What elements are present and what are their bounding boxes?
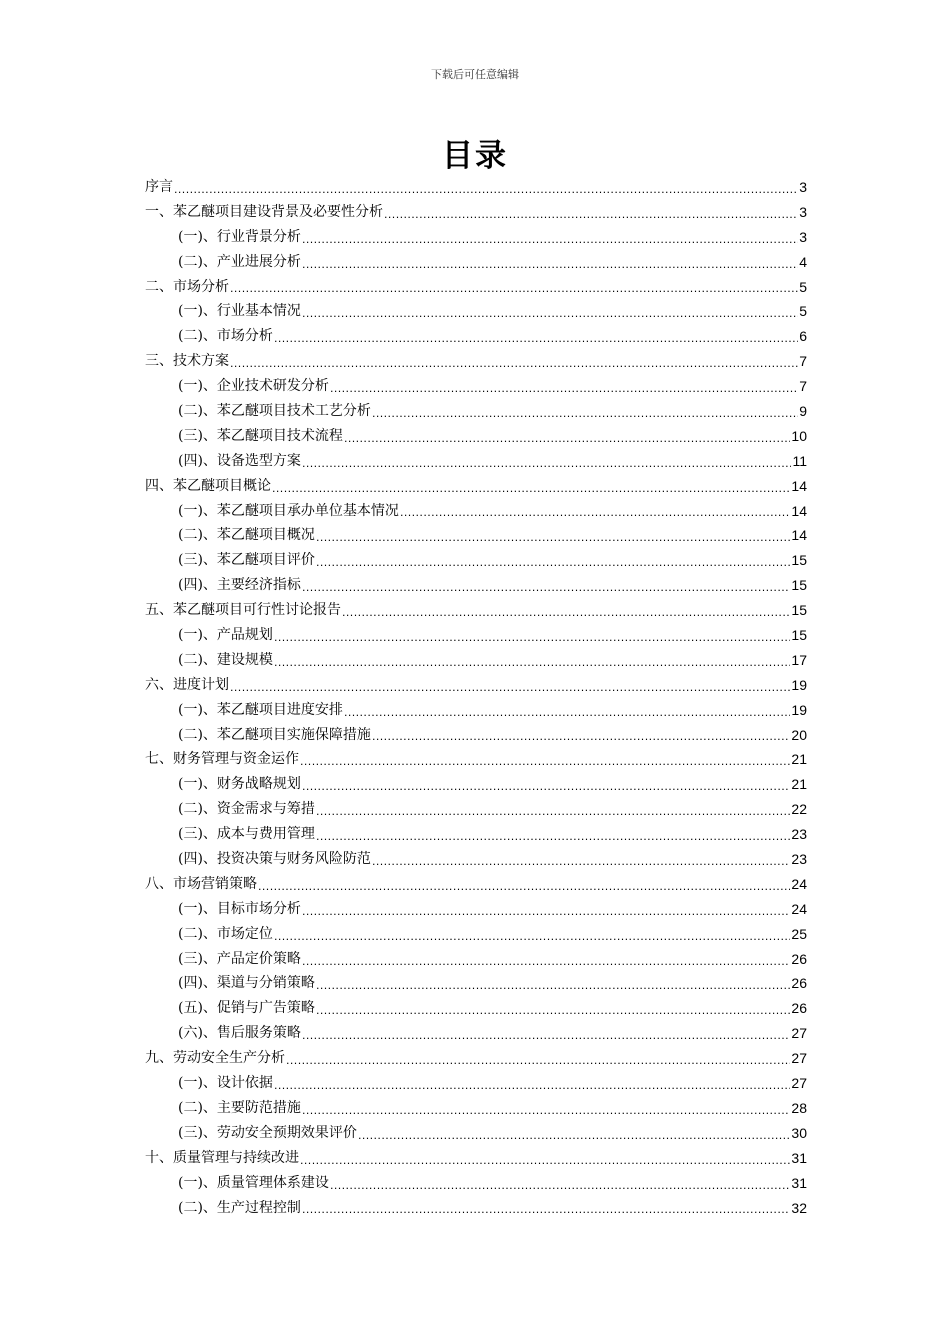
toc-entry[interactable]	[145, 797, 807, 822]
toc-entry[interactable]	[145, 872, 807, 897]
toc-entry-page-number[interactable]: 26	[791, 950, 807, 967]
toc-entry-page-number[interactable]: 5	[799, 278, 807, 295]
toc-entry-page-number[interactable]: 27	[791, 1025, 807, 1042]
toc-entry-page-number[interactable]: 32	[791, 1199, 807, 1216]
toc-entry-label[interactable]: (一)、设计依据	[178, 1075, 273, 1092]
toc-entry[interactable]	[145, 175, 807, 200]
toc-entry-page-number[interactable]: 23	[791, 826, 807, 843]
toc-entry[interactable]	[145, 200, 807, 225]
toc-entry[interactable]	[145, 922, 807, 947]
toc-entry[interactable]	[145, 1096, 807, 1121]
toc-entry-label[interactable]: (三)、苯乙醚项目技术流程	[178, 427, 343, 444]
toc-entry-label[interactable]: (二)、建设规模	[178, 651, 273, 668]
toc-entry-label[interactable]: (四)、设备选型方案	[178, 452, 301, 469]
toc-entry-page-number[interactable]: 24	[791, 875, 807, 892]
toc-entry-page-number[interactable]: 7	[799, 378, 807, 395]
toc-entry-page-number[interactable]: 14	[791, 527, 807, 544]
table-of-contents	[145, 175, 807, 1220]
toc-dot-leader	[302, 897, 790, 922]
toc-entry-page-number[interactable]: 3	[799, 178, 807, 195]
toc-entry[interactable]	[145, 972, 807, 997]
toc-dot-leader	[316, 822, 790, 847]
toc-entry[interactable]	[145, 250, 807, 275]
toc-entry[interactable]	[145, 324, 807, 349]
toc-entry[interactable]	[145, 548, 807, 573]
toc-entry[interactable]	[145, 897, 807, 922]
toc-entry-label[interactable]: 七、财务管理与资金运作	[145, 751, 299, 768]
toc-entry[interactable]	[145, 499, 807, 524]
toc-entry-page-number[interactable]: 30	[791, 1124, 807, 1141]
toc-entry-label[interactable]: (二)、生产过程控制	[178, 1199, 301, 1216]
toc-dot-leader	[316, 996, 790, 1021]
toc-entry[interactable]	[145, 723, 807, 748]
toc-entry-label[interactable]: (三)、产品定价策略	[178, 950, 301, 967]
toc-entry[interactable]	[145, 523, 807, 548]
toc-entry-label[interactable]: (一)、苯乙醚项目进度安排	[178, 701, 343, 718]
toc-entry[interactable]	[145, 1071, 807, 1096]
toc-entry-label[interactable]: (六)、售后服务策略	[178, 1025, 301, 1042]
toc-entry-page-number[interactable]: 19	[791, 676, 807, 693]
toc-dot-leader	[316, 548, 790, 573]
toc-dot-leader	[302, 1196, 790, 1221]
toc-entry-label[interactable]: (一)、行业背景分析	[178, 228, 301, 245]
toc-entry-page-number[interactable]: 31	[791, 1174, 807, 1191]
toc-entry-label[interactable]: (四)、投资决策与财务风险防范	[178, 851, 371, 868]
toc-entry-label[interactable]: (一)、行业基本情况	[178, 303, 301, 320]
toc-entry-label[interactable]: (一)、产品规划	[178, 627, 273, 644]
toc-entry-label[interactable]: (五)、促销与广告策略	[178, 1000, 315, 1017]
header-note: 下载后可任意编辑	[431, 68, 519, 81]
toc-entry[interactable]	[145, 474, 807, 499]
toc-entry[interactable]	[145, 299, 807, 324]
toc-dot-leader	[316, 523, 790, 548]
toc-entry[interactable]	[145, 1021, 807, 1046]
toc-entry-page-number[interactable]: 5	[799, 303, 807, 320]
toc-entry-page-number[interactable]: 23	[791, 851, 807, 868]
toc-entry[interactable]	[145, 747, 807, 772]
toc-entry-label[interactable]: 九、劳动安全生产分析	[145, 1050, 285, 1067]
toc-dot-leader	[274, 623, 790, 648]
toc-entry-page-number[interactable]: 15	[791, 602, 807, 619]
toc-dot-leader	[286, 1046, 790, 1071]
toc-entry-page-number[interactable]: 19	[791, 701, 807, 718]
toc-entry-page-number[interactable]: 21	[791, 751, 807, 768]
toc-entry-page-number[interactable]: 14	[791, 502, 807, 519]
toc-entry-page-number[interactable]: 3	[799, 203, 807, 220]
toc-dot-leader	[372, 399, 798, 424]
toc-dot-leader	[302, 1021, 790, 1046]
toc-entry-label[interactable]: 一、苯乙醚项目建设背景及必要性分析	[145, 203, 383, 220]
toc-dot-leader	[316, 972, 790, 997]
toc-entry-label[interactable]: (一)、财务战略规划	[178, 776, 301, 793]
page-title: 目录	[442, 138, 508, 174]
toc-dot-leader	[302, 299, 798, 324]
toc-entry-page-number[interactable]: 27	[791, 1050, 807, 1067]
toc-dot-leader	[330, 374, 798, 399]
toc-entry[interactable]	[145, 1196, 807, 1221]
toc-entry-label[interactable]: (一)、质量管理体系建设	[178, 1174, 329, 1191]
toc-dot-leader	[302, 772, 790, 797]
toc-entry[interactable]	[145, 225, 807, 250]
toc-entry[interactable]	[145, 399, 807, 424]
toc-entry[interactable]	[145, 847, 807, 872]
toc-entry-page-number[interactable]: 28	[791, 1099, 807, 1116]
toc-entry-page-number[interactable]: 24	[791, 900, 807, 917]
toc-entry-page-number[interactable]: 10	[791, 427, 807, 444]
toc-dot-leader	[302, 449, 792, 474]
toc-entry-page-number[interactable]: 26	[791, 1000, 807, 1017]
toc-entry-page-number[interactable]: 17	[791, 651, 807, 668]
toc-entry-label[interactable]: (三)、劳动安全预期效果评价	[178, 1124, 357, 1141]
toc-entry-label[interactable]: 序言	[145, 178, 173, 195]
toc-entry-label[interactable]: 三、技术方案	[145, 353, 229, 370]
toc-entry-page-number[interactable]: 26	[791, 975, 807, 992]
toc-entry[interactable]	[145, 598, 807, 623]
toc-entry[interactable]	[145, 573, 807, 598]
toc-entry-label[interactable]: (一)、苯乙醚项目承办单位基本情况	[178, 502, 399, 519]
toc-entry[interactable]	[145, 996, 807, 1021]
toc-dot-leader	[344, 424, 790, 449]
toc-entry[interactable]	[145, 374, 807, 399]
toc-entry-label[interactable]: (二)、产业进展分析	[178, 253, 301, 270]
toc-entry[interactable]	[145, 1046, 807, 1071]
toc-entry-label[interactable]: (二)、主要防范措施	[178, 1099, 301, 1116]
toc-dot-leader	[230, 673, 790, 698]
toc-entry[interactable]	[145, 673, 807, 698]
toc-dot-leader	[384, 200, 798, 225]
toc-dot-leader	[274, 1071, 790, 1096]
toc-dot-leader	[400, 499, 790, 524]
toc-entry-label[interactable]: (二)、市场定位	[178, 925, 273, 942]
toc-dot-leader	[302, 1096, 790, 1121]
toc-dot-leader	[342, 598, 790, 623]
toc-entry-label[interactable]: 十、质量管理与持续改进	[145, 1149, 299, 1166]
toc-entry-page-number[interactable]: 21	[791, 776, 807, 793]
toc-entry-page-number[interactable]: 7	[799, 353, 807, 370]
toc-dot-leader	[344, 698, 790, 723]
toc-entry-label[interactable]: (三)、苯乙醚项目评价	[178, 552, 315, 569]
toc-entry-label[interactable]: (四)、渠道与分销策略	[178, 975, 315, 992]
toc-entry[interactable]	[145, 1171, 807, 1196]
toc-entry-label[interactable]: (二)、苯乙醚项目概况	[178, 527, 315, 544]
toc-entry-label[interactable]: 八、市场营销策略	[145, 875, 257, 892]
toc-dot-leader	[274, 648, 790, 673]
toc-dot-leader	[302, 250, 798, 275]
toc-entry[interactable]	[145, 1121, 807, 1146]
toc-entry-label[interactable]: 二、市场分析	[145, 278, 229, 295]
toc-dot-leader	[174, 175, 798, 200]
toc-entry-label[interactable]: (二)、资金需求与筹措	[178, 801, 315, 818]
toc-entry[interactable]	[145, 822, 807, 847]
toc-dot-leader	[272, 474, 790, 499]
toc-entry-page-number[interactable]: 4	[799, 253, 807, 270]
toc-entry-label[interactable]: 六、进度计划	[145, 676, 229, 693]
toc-entry-label[interactable]: 四、苯乙醚项目概论	[145, 477, 271, 494]
toc-entry-label[interactable]: 五、苯乙醚项目可行性讨论报告	[145, 602, 341, 619]
toc-dot-leader	[274, 922, 790, 947]
toc-entry-page-number[interactable]: 6	[799, 328, 807, 345]
toc-entry-page-number[interactable]: 3	[799, 228, 807, 245]
toc-dot-leader	[302, 947, 790, 972]
toc-entry-page-number[interactable]: 15	[791, 552, 807, 569]
toc-entry-page-number[interactable]: 14	[791, 477, 807, 494]
toc-entry[interactable]	[145, 275, 807, 300]
toc-entry-page-number[interactable]: 9	[799, 403, 807, 419]
toc-entry[interactable]	[145, 1146, 807, 1171]
toc-dot-leader	[230, 275, 798, 300]
toc-dot-leader	[316, 797, 790, 822]
toc-entry-page-number[interactable]: 15	[791, 627, 807, 644]
toc-entry[interactable]	[145, 349, 807, 374]
toc-entry-label[interactable]: (二)、苯乙醚项目实施保障措施	[178, 726, 371, 743]
toc-entry-page-number[interactable]: 27	[791, 1075, 807, 1092]
toc-entry[interactable]	[145, 424, 807, 449]
toc-entry-label[interactable]: (二)、苯乙醚项目技术工艺分析	[178, 403, 371, 419]
toc-entry-label[interactable]: (一)、目标市场分析	[178, 900, 301, 917]
toc-entry[interactable]	[145, 449, 807, 474]
toc-entry-page-number[interactable]: 31	[791, 1149, 807, 1166]
toc-entry[interactable]	[145, 623, 807, 648]
toc-dot-leader	[300, 747, 790, 772]
toc-entry[interactable]	[145, 698, 807, 723]
toc-entry-label[interactable]: (二)、市场分析	[178, 328, 273, 345]
toc-entry-page-number[interactable]: 11	[792, 452, 807, 469]
toc-dot-leader	[358, 1121, 790, 1146]
toc-entry-page-number[interactable]: 15	[791, 577, 807, 594]
toc-dot-leader	[300, 1146, 790, 1171]
toc-dot-leader	[274, 324, 798, 349]
toc-dot-leader	[372, 847, 790, 872]
toc-dot-leader	[372, 723, 790, 748]
toc-dot-leader	[302, 225, 798, 250]
toc-entry-page-number[interactable]: 25	[791, 925, 807, 942]
toc-dot-leader	[258, 872, 790, 897]
toc-entry-label[interactable]: (一)、企业技术研发分析	[178, 378, 329, 395]
toc-entry-label[interactable]: (三)、成本与费用管理	[178, 826, 315, 843]
toc-entry-label[interactable]: (四)、主要经济指标	[178, 577, 301, 594]
toc-dot-leader	[230, 349, 798, 374]
toc-dot-leader	[302, 573, 790, 598]
toc-entry-page-number[interactable]: 20	[791, 726, 807, 743]
toc-entry[interactable]	[145, 947, 807, 972]
toc-entry-page-number[interactable]: 22	[791, 801, 807, 818]
toc-dot-leader	[330, 1171, 790, 1196]
toc-entry[interactable]	[145, 648, 807, 673]
toc-entry[interactable]	[145, 772, 807, 797]
